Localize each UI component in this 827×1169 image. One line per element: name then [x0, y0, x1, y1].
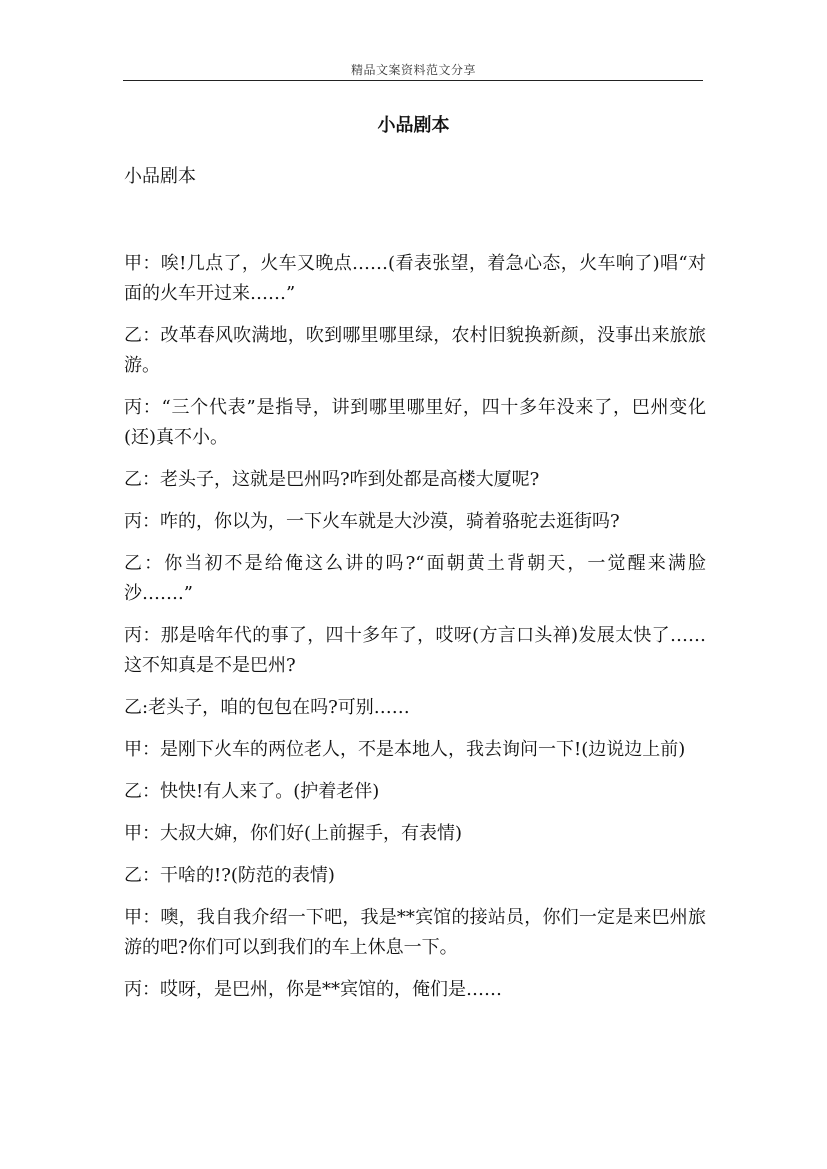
page-header: 精品文案资料范文分享 — [350, 63, 476, 77]
dialogue-line: 甲：噢，我自我介绍一下吧，我是**宾馆的接站员，你们一定是来巴州旅游的吧?你们可以到我们的车上休息一下。 — [124, 907, 706, 958]
dialogue-line: 丙：哎呀，是巴州，你是**宾馆的，俺们是…… — [124, 979, 502, 1000]
dialogue-line: 乙：改革春风吹满地，吹到哪里哪里绿，农村旧貌换新颜，没事出来旅旅游。 — [124, 325, 706, 376]
dialogue-line: 乙：你当初不是给俺这么讲的吗?“面朝黄土背朝天，一觉醒来满脸沙…….” — [124, 553, 706, 604]
dialogue-line: 乙：干啥的!?(防范的表情) — [124, 865, 335, 886]
script-body — [124, 249, 706, 1017]
dialogue-line: 丙：那是啥年代的事了，四十多年了，哎呀(方言口头禅)发展太快了……这不知真是不是巴州? — [124, 625, 706, 676]
dialogue-line: 甲：大叔大婶，你们好(上前握手，有表情) — [124, 823, 463, 844]
dialogue-line: 乙：老头子，这就是巴州吗?咋到处都是高楼大厦呢? — [124, 469, 540, 490]
document-title: 小品剧本 — [377, 115, 450, 136]
header-divider — [123, 80, 703, 81]
dialogue-line: 乙：快快!有人来了。(护着老伴) — [124, 781, 380, 802]
dialogue-line: 丙：咋的，你以为，一下火车就是大沙漠，骑着骆驼去逛街吗? — [124, 511, 620, 532]
dialogue-line: 甲：唉!几点了，火车又晚点……(看表张望，着急心态，火车响了)唱“对面的火车开过来……” — [124, 253, 706, 304]
dialogue-line: 乙:老头子，咱的包包在吗?可别…… — [124, 697, 410, 718]
dialogue-line: 丙：“三个代表”是指导，讲到哪里哪里好，四十多年没来了，巴州变化(还)真不小。 — [124, 397, 706, 448]
dialogue-line: 甲：是刚下火车的两位老人，不是本地人，我去询问一下!(边说边上前) — [124, 739, 686, 760]
document-subtitle: 小品剧本 — [124, 166, 196, 187]
